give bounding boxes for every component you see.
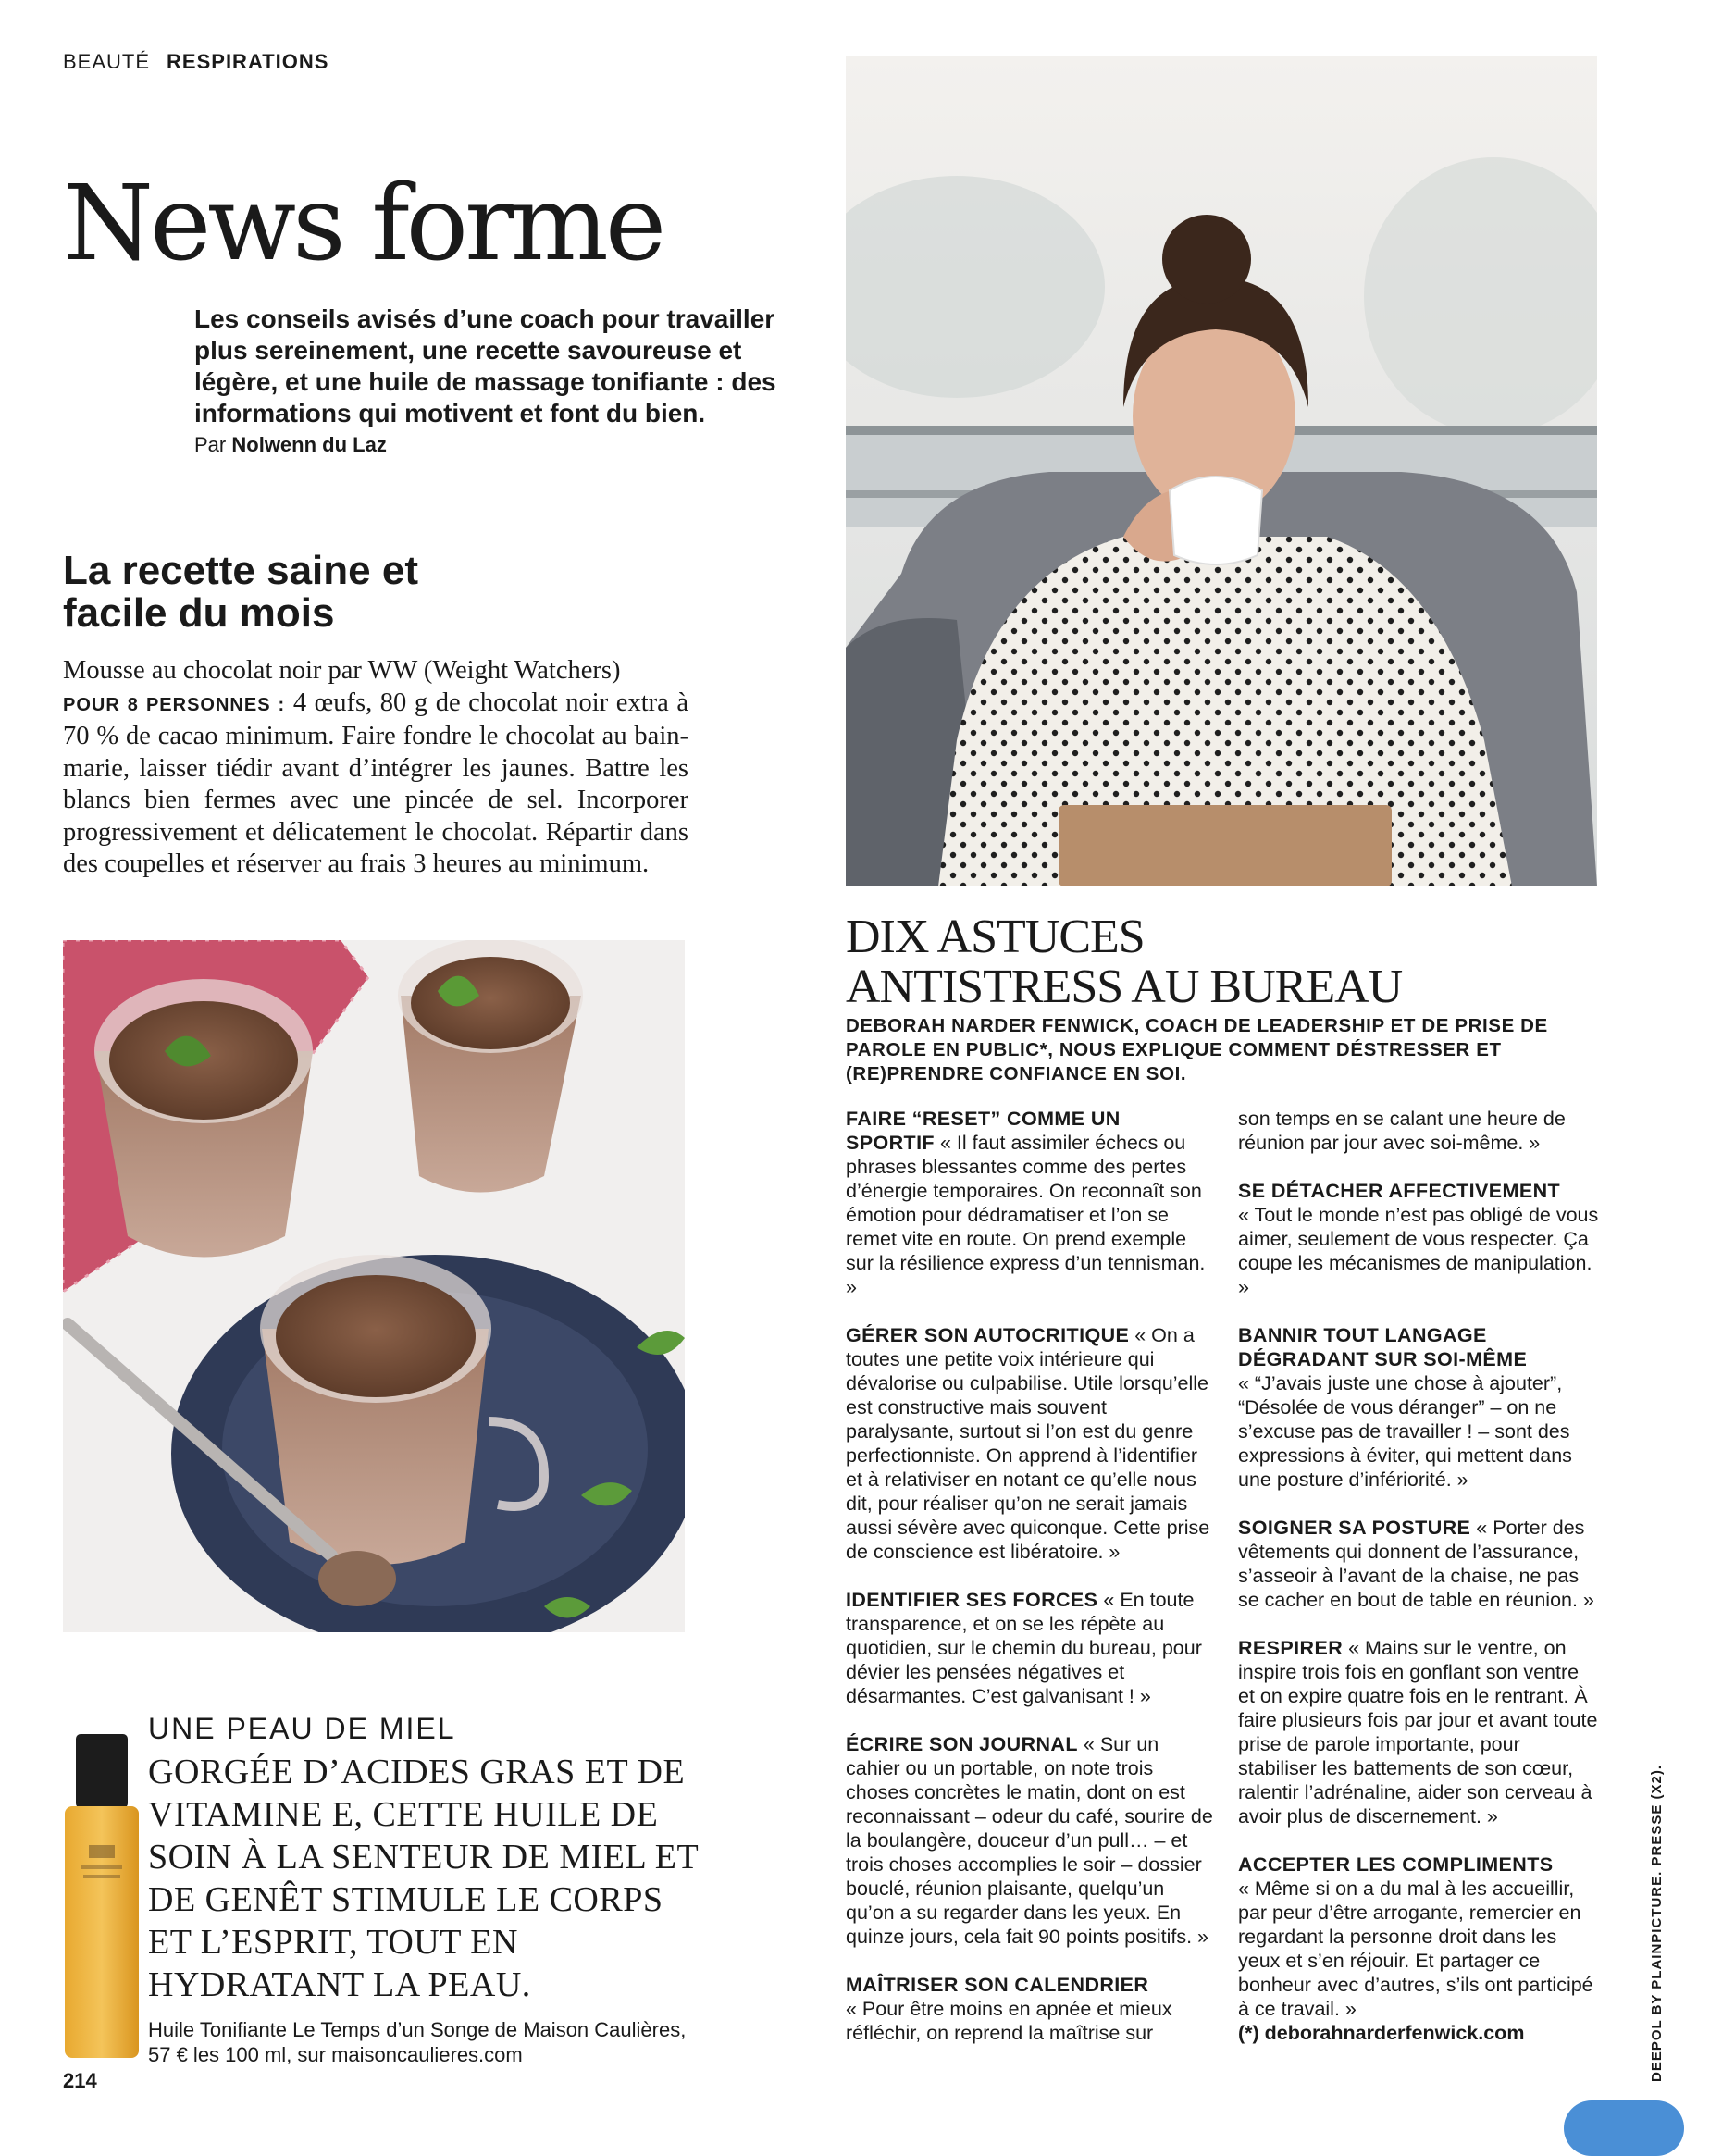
tip-title: SE DÉTACHER AFFECTIVEMENT (1238, 1180, 1561, 1202)
byline-author: Nolwenn du Laz (231, 433, 387, 456)
photo-credit: DEEPOL BY PLAINPICTURE. PRESSE (X2). (1649, 1764, 1665, 2082)
chocolate-mousse-photo (63, 940, 685, 1632)
tip-title: BANNIR TOUT LANGAGE DÉGRADANT SUR SOI-MÊME (1238, 1324, 1528, 1370)
tip-item (1238, 1852, 1599, 2045)
oil-bottle-photo (63, 1734, 141, 2060)
tip-item (846, 1107, 1214, 1299)
section-label: BEAUTÉ (63, 50, 151, 73)
tip-text: « Mains sur le ventre, on inspire trois fois en gonflant son ventre et on expire quatre fois en le rentrant. À faire plusieurs fois par jour et avant toute prise de parole importante, pour stabiliser les battements de son cœur, ralentir l’adrénaline, aider son cerveau à avoir plus de discernement. » (1238, 1637, 1598, 1828)
tip-continuation: son temps en se calant une heure de réunion par jour avec soi-même. » (1238, 1108, 1566, 1154)
recipe-instructions: 4 œufs, 80 g de chocolat noir extra à 70 % de cacao minimum. Faire fondre le chocolat au bain-marie, laisser tiédir avant d’intégrer les jaunes. Battre les blancs bien fermes avec une pincée de sel. Incorporer progressivement et délicatement le chocolat. Répartir dans des coupelles et réserver au frais 3 heures au minimum. (63, 688, 689, 878)
page-number: 214 (63, 2069, 97, 2092)
tip-text: « On a toutes une petite voix intérieure qui dévalorise ou culpabilise. Utile lorsqu’elle est constructive mais souvent paralysante, surtout si l’on est du genre perfectionniste. On apprend à l’identifier et à relativiser en notant ce qu’elle nous dit, pour réaliser qu’on ne serait jamais aussi sévère avec quiconque. Cette prise de conscience est libératoire. » (846, 1324, 1210, 1563)
tip-text: « “J’avais juste une chose à ajouter”, “Désolée de vous déranger” – on ne s’excuse pas de travailler ! – sont des expressions à éviter, qui mettent dans une posture d’infériorité. » (1238, 1372, 1572, 1491)
chat-bubble-icon[interactable] (1564, 2100, 1684, 2156)
astuces-title-line1: DIX ASTUCES (846, 911, 1145, 963)
tip-title: ACCEPTER LES COMPLIMENTS (1238, 1853, 1554, 1876)
tip-item (846, 1323, 1214, 1564)
oil-headline: GORGÉE D’ACIDES GRAS ET DE VITAMINE E, CETTE HUILE DE SOIN À LA SENTEUR DE MIEL ET DE GENÊT STIMULE LE CORPS ET L’ESPRIT, TOUT EN HYDRATANT LA PEAU. (148, 1753, 699, 2004)
recipe-servings: POUR 8 PERSONNES : (63, 694, 286, 715)
tip-text: « Même si on a du mal à les accueillir, par peur d’être arrogante, remercier en regardant la personne droit dans les yeux et s’en réjouir. Et partager ce bonheur avec d’autres, s’ils ont participé à ce travail. » (1238, 1877, 1593, 2020)
tip-item (1238, 1516, 1599, 1612)
rubric-label: RESPIRATIONS (167, 50, 329, 73)
recipe-name: Mousse au chocolat noir par WW (Weight Watchers) (63, 656, 621, 685)
tip-text: « Il faut assimiler échecs ou phrases blessantes comme des pertes d’énergie temporaires. On reconnaît son émotion pour dédramatiser et l’on se remet vite en route. On prend exemple sur la résilience express d’un tennisman. » (846, 1132, 1206, 1298)
section-rubric (63, 50, 328, 74)
tip-text: « En toute transparence, et on se les répète au quotidien, sur le chemin du bureau, pour dévier les pensées négatives et désarmantes. C’est galvanisant ! » (846, 1589, 1202, 1707)
tip-title: RESPIRER (1238, 1637, 1344, 1659)
tip-item (846, 1973, 1214, 2045)
page-title: News forme (63, 164, 663, 284)
tip-title: SOIGNER SA POSTURE (1238, 1517, 1471, 1539)
astuces-title (846, 912, 1586, 1012)
tip-text: « Sur un cahier ou un portable, on note trois choses concrètes le matin, dont on est reconnaissant – odeur du café, sourire de la boulangère, douceur d’un pull… – et trois choses accomplies le soir – dossier bouclé, réunion plaisante, quelqu’un qu’on a su regarder dans les yeux. En quinze jours, cela fait 90 points positifs. » (846, 1733, 1213, 1948)
astuces-subtitle: DEBORAH NARDER FENWICK, COACH DE LEADERSHIP ET DE PRISE DE PAROLE EN PUBLIC*, NOUS EXPLIQUE COMMENT DÉSTRESSER ET (RE)PRENDRE CONFIANCE EN SOI. (846, 1015, 1548, 1084)
tip-item (1238, 1636, 1599, 1828)
intro-text: Les conseils avisés d’une coach pour travailler plus sereinement, une recette savoureuse et légère, et une huile de massage tonifiante : des informations qui motivent et font du bien. (194, 304, 776, 427)
tip-item (846, 1732, 1214, 1949)
astuces-title-line2: ANTISTRESS AU BUREAU (846, 960, 1403, 1013)
tip-text: « Porter des vêtements qui donnent de l’assurance, s’asseoir à l’avant de la chaise, ne pas se cacher en bout de table en réunion. » (1238, 1517, 1594, 1611)
tip-title: IDENTIFIER SES FORCES (846, 1589, 1098, 1611)
tip-item (1238, 1323, 1599, 1492)
footnote-website: (*) deborahnarderfenwick.com (1238, 2022, 1525, 2044)
oil-caption: Huile Tonifiante Le Temps d’un Songe de Maison Caulières, 57 € les 100 ml, sur maisoncaulieres.com (148, 2018, 687, 2066)
woman-coffee-photo (846, 56, 1597, 886)
tip-title: ÉCRIRE SON JOURNAL (846, 1733, 1078, 1755)
tip-item (1238, 1179, 1599, 1299)
tip-title: FAIRE “RESET” COMME UN SPORTIF (846, 1108, 1121, 1154)
recipe-body (63, 655, 688, 881)
tip-title: MAÎTRISER SON CALENDRIER (846, 1974, 1149, 1996)
byline (194, 433, 387, 457)
tips-column-1 (846, 1107, 1214, 2069)
byline-prefix: Par (194, 433, 227, 456)
tip-item (846, 1588, 1214, 1708)
oil-kicker: UNE PEAU DE MIEL (148, 1712, 456, 1745)
tip-text: « Tout le monde n’est pas obligé de vous aimer, seulement de vous respecter. Ça coupe les mécanismes de manipulation. » (1238, 1204, 1599, 1298)
recipe-heading: La recette saine et facile du mois (63, 548, 418, 636)
tips-column-2 (1238, 1107, 1599, 2045)
tip-text: « Pour être moins en apnée et mieux réfléchir, on reprend la maîtrise sur (846, 1998, 1172, 2044)
tip-title: GÉRER SON AUTOCRITIQUE (846, 1324, 1130, 1346)
